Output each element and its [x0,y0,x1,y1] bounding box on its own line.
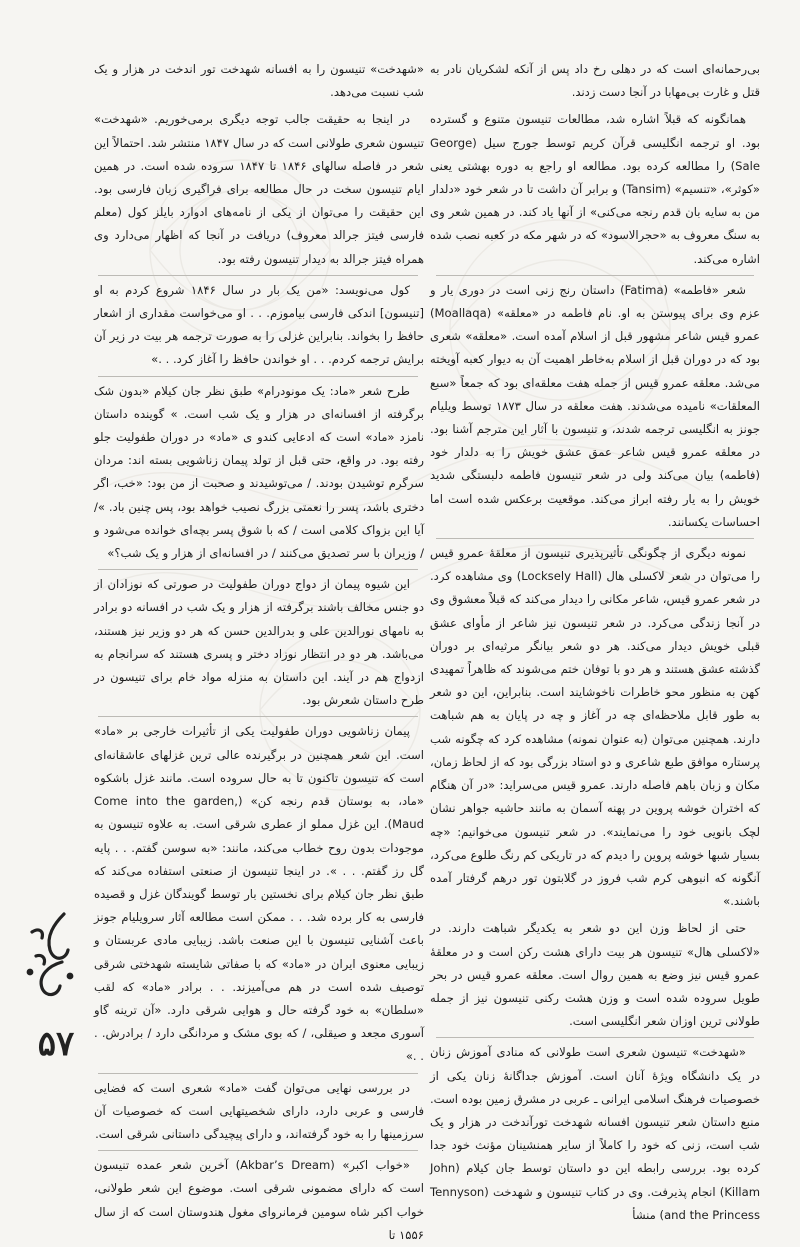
paragraph-divider [98,569,418,570]
paragraph-divider [98,275,418,276]
right-column [430,58,761,1222]
page-number: ۵۷ [37,1024,75,1064]
paragraph: در اینجا به حقیقت جالب توجه دیگری برمی‌خوریم. «شهدخت» تنیسون شعری طولانی است که در سال ۱۸۴۷ منتشر شد. احتمالاً این شعر در فاصله سالهای ۱۸۴۶ تا ۱۸۴۷ سروده شده است. در همین ایام تنیسون سخت در حال مطالعه برای فراگیری زبان فارسی بود. این حقیقت را می‌توان از یکی از نامه‌های ادوارد بایلز کول (معلم فارسی فیتز جرالد معروف) دریافت در آنجا که اظهار می‌دارد وی همراه فیتز جرالد به دیدار تنیسون رفته بود. [94,112,424,266]
paragraph: پیمان زناشویی دوران طفولیت یکی از تأثیرات خارجی بر «ماد» است. این شعر همچنین در برگیرنده عالی ترین غزلهای عاشقانه‌ای است که تنیسون تاکنون تا به حال سروده است. مانند غزل باشکوه «ماد، به بوستان قدم رنجه کن» (Come into the garden, Maud). این غزل مملو از عطری شرقی است. به علاوه تنیسون به موجودات بدون روح خطاب می‌کند، مانند: «به سوسن گفتم. . . پایه گل رز گفتم. . . ». در اینجا تنیسون از صنعتی استفاده می‌کند که طبق نظر جان کیلام برای نخستین بار توسط گویندگان غزل و قصیده فارسی به کار برده شد. . . ممکن است مطالعه آثار سرویلیام جونز باعث آشنایی تنیسون با این صنعت باشد. زیبایی مادی عربستان و زیبایی معنوی ایران در «ماد» که با صفاتی شایسته شهدختی شرقی توصیف شده است در هم می‌آمیزند. . . برادر «ماد» که لقب «سلطان» به خود گرفته حال و هوایی شرقی دارد. «آن ترینه گاو آسوری مجعد و صیقلی، / که بوی مشک و مردانگی دارد / برادرش. . . .» [94,724,424,1064]
paragraph: حتی از لحاظ وزن این دو شعر به یکدیگر شباهت دارند. در «لاکسلی هال» تنیسون هر بیت دارای هشت رکن است و در معلقهٔ عمرو قیس نیز وضع به همین روال است. معلقه عمرو قیس در بحر طویل سروده شده است و وزن هشت رکنی تنیسون نیز از جمله طولانی ترین اوزان شعر انگلیسی است. [430,921,760,1029]
paragraph: طرح شعر «ماد: یک مونودرام» طبق نظر جان کیلام «بدون شک برگرفته از افسانه‌ای در هزار و یک شب است. » گوینده داستان نامزد «ماد» است که ادعایی کندو ی «ماد» در دوران طفولیت جلو رفته بود. در واقع، حتی قبل از تولد پیمان زناشویی بسته اند: مردان سرگرم توشیدن بودند. / می‌توشیدند و صحبت از من بود: «خب، اگر دختری باشد، پسر را نعمتی بزرگ نصیب خواهد بود، پس چنین باد. »/ آیا این بزواک کلامی است / که با شوق پسر بچه‌ای خوانده می‌شود و / وزیران با سر تصدیق می‌کنند / در افسانه‌ای از هزار و یک شب؟» [94,383,424,561]
paragraph-divider [98,1073,418,1074]
paragraph-divider [436,538,754,539]
paragraph: کول می‌نویسد: «من یک بار در سال ۱۸۴۶ شروع کردم به او [تنیسون] اندکی فارسی بیاموزم. . . او می‌خواست مقداری از اشعار حافظ را بخواند. بنابراین غزلی را به صورت ترجمه هر بیت در زیر آن برایش ترجمه کردم. . . او خواندن حافظ را آغاز کرد. . .» [94,282,424,367]
paragraph: «خواب اکبر» (Akbar’s Dream) آخرین شعر عمده تنیسون است که دارای مضمونی شرقی است. موضوع این شعر طولانی، خواب اکبر شاه سومین فرمانروای مغول هندوستان است که از سال ۱۵۵۶ تا [94,1158,424,1242]
paragraph: «شهدخت» تنیسون شعری است طولانی که منادی آموزش زنان در یک دانشگاه ویژهٔ آنان است. آموزش جداگانهٔ زنان یکی از خصوصیات فرهنگ اسلامی ایرانی ـ عربی در مشرق زمین بوده است. منبع داستان شعر تنیسون افسانه شهدخت تورآندخت در هزار و یک شب است، زنی که خود را کاملاً از سایر همنشینان مؤنث خود جدا کرده بود. بررسی رابطه این دو داستان توسط جان کیلام (John Killam) انجام پذیرفت. وی در کتاب تنیسون و شهدخت (Tennyson and the Princess) منشأ [430,1045,760,1222]
paragraph: این شیوه پیمان از دواج دوران طفولیت در صورتی که نوزادان از دو جنس مخالف باشند برگرفته از هزار و یک شب در افسانه دو برادر به نامهای نورالدین علی و بدرالدین حسن که هر دو وزیر نیز هستند، می‌باشد. هر دو در انتظار نوزاد دختر و پسری هستند که سرانجام به ازدواج هم در آیند. این داستان به منزله مواد خام برای تنیسون در طرح داستان شعرش بود. [94,577,424,708]
paragraph: شعر «فاطمه» (Fatima) داستان رنج زنی است در دوری یار و عزم وی برای پیوستن به او. نام فاطمه در «معلقه» (Moallaqa) عمرو قیس شاعر مشهور قبل از اسلام آمده است. «معلقه» شعری بود که در دوران قبل از اسلام به‌خاطر اهمیت آن به دیوار کعبه آویخته می‌شد. معلقه عمرو قیس از جمله هفت معلقه‌ای بود که جمعاً «سبع المعلقات» نامیده می‌شدند. هفت معلقه در سال ۱۸۷۳ توسط ویلیام جونز به انگلیسی ترجمه شدند، و تنیسون با آثار این مترجم آشنا بود. در معلقه عمرو قیس شاعر عمق عشق خویش را به دلدار خود (فاطمه) بیان می‌کند ولی در شعر تنیسون فاطمه دلبستگی شدید خویش را به یار رفته ابراز می‌کند. موقعیت برعکس شده است اما احساسات یکسانند. [430,282,761,529]
paragraph: نمونه دیگری از چگونگی تأثیرپذیری تنیسون از معلقهٔ عمرو قیس را می‌توان در شعر لاکسلی هال (Locksely Hall) وی مشاهده کرد. در شعر عمرو قیس، شاعر مکانی را دیدار می‌کند که قبلاً معشوق وی در آنجا زندگی می‌کرد. در شعر تنیسون نیز شاعر از مأوای عشق قبلی خویش دیدار می‌کند. هر دو شعر بیانگر مرثیه‌ای بر دوران گذشته عشق هستند و هر دو با توفان ختم می‌شوند که ظاهراً تمهیدی کهن به منظور محو خاطرات ناخوشایند است. بنابراین، این دو شعر به طور قابل ملاحظه‌ای چه در آغاز و چه در پایان به هم شباهت دارند. همچنین می‌توان (به عنوان نمونه) مشاهده کرد که چگونه شب پرستاره موافق طبع شاعری و دو استاد بزرگی بود که از لحاظ زمان، مکان و زبان باهم فاصله دارند. عمرو قیس می‌سراید: «در آن هنگام که اختران خوشه پروین در پهنه آسمان به مانند حاشیه جواهر نشان لچک بانویی خود را می‌نمایند». در شعر تنیسون می‌خوانیم: «چه بسیار شبها خوشه پروین را دیدم که در تاریکی کم رنگ طلوع می‌کرد، آنگونه که انبوهی کرم شب فروز در گلابتون تور درهم گرفتار آمده باشند.» [430,546,760,909]
paragraph: «شهدخت» تنیسون را به افسانه شهدخت تور اندخت در هزار و یک شب نسبت می‌دهد. [94,62,424,100]
paragraph-divider [436,1037,754,1038]
paragraph-divider [98,716,418,717]
paragraph-divider [98,376,418,377]
paragraph: در بررسی نهایی می‌توان گفت «ماد» شعری است که فضایی فارسی و عربی دارد، دارای شخصیتهایی است که خصوصیات آن سرزمینها را به خود گرفته‌اند، و دارای پیچیدگی داستانی شرقی است. [94,1080,424,1141]
paragraph-divider [436,275,754,276]
paragraph-divider [98,1150,418,1151]
left-column [94,58,424,1242]
kerman-logo [18,906,84,1010]
paragraph: بی‌رحمانه‌ای است که در دهلی رخ داد پس از آنکه لشکریان نادر به قتل و غارت بی‌مهابا در آنجا دست زدند. [430,62,760,100]
paragraph: همانگونه که قبلاً اشاره شد، مطالعات تنیسون متنوع و گسترده بود. او ترجمه انگلیسی قرآن کریم توسط جورج سیل (George Sale) را مطالعه کرده بود. مطالعه او راجع به دوره بهشتی یعنی «کوثر»، «تنسیم» (Tansim) و برابر آن داشت تا در شعر خود «دلدار من به سایه بان قدم رنجه می‌کنی» از آنها یاد کند. در همین شعر وی به سنگ معروف به «حجرالاسود» که در شهر مکه در کعبه نصب شده اشاره می‌کند. [430,112,760,266]
